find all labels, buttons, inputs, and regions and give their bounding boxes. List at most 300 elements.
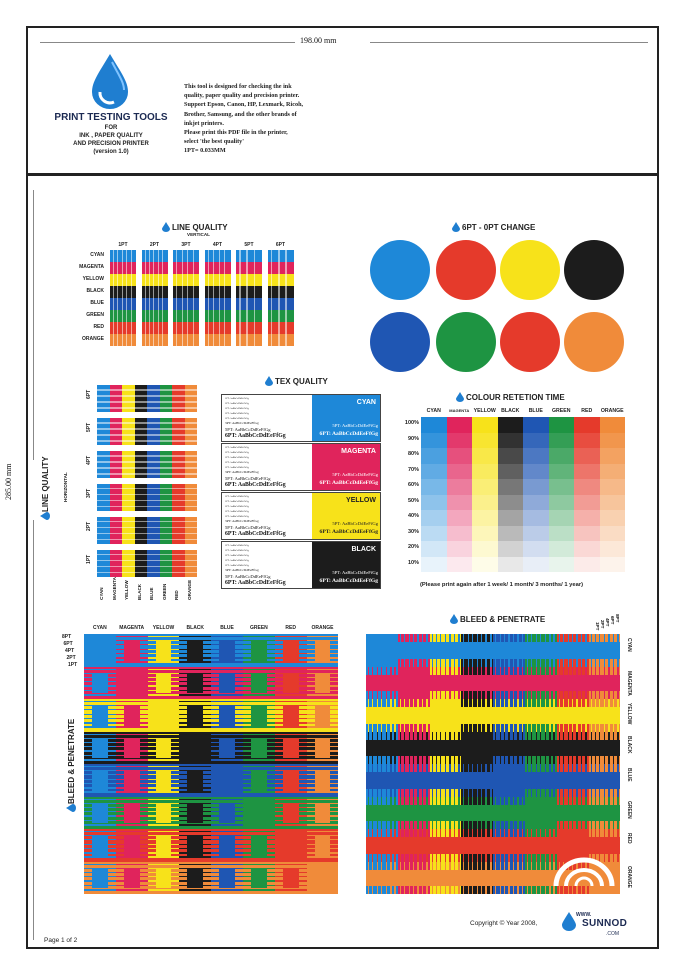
column-label: MAGENTA xyxy=(111,577,117,600)
line-mark xyxy=(208,274,209,286)
line-mark xyxy=(208,250,209,262)
line-mark xyxy=(145,274,146,286)
bleed-line xyxy=(409,634,410,667)
bleed-line xyxy=(243,824,275,826)
color-cell xyxy=(160,517,173,544)
bleed-line xyxy=(116,820,148,822)
bleed-line xyxy=(599,732,600,765)
bleed-line xyxy=(307,718,339,720)
bleed-line xyxy=(613,699,615,732)
bleed-line xyxy=(211,653,243,655)
bleed-line xyxy=(116,856,148,858)
bleed-line xyxy=(568,699,569,732)
brand-title: PRINT TESTING TOOLS xyxy=(54,112,168,123)
bleed-line xyxy=(495,862,496,895)
bleed-right-title: BLEED & PENETRATE xyxy=(450,614,545,624)
bleed-line xyxy=(527,732,528,765)
drop-icon xyxy=(40,512,50,520)
bleed-line xyxy=(211,803,243,804)
line-mark xyxy=(239,262,241,274)
bleed-line xyxy=(372,667,373,700)
bleed-line xyxy=(417,732,419,765)
line-mark xyxy=(208,322,209,334)
bleed-line xyxy=(148,759,180,761)
bleed-line xyxy=(275,872,307,873)
bleed-line xyxy=(368,732,369,765)
bleed-line xyxy=(490,764,492,797)
bleed-line xyxy=(490,667,492,700)
bleed-line xyxy=(84,755,116,757)
retention-cell xyxy=(447,526,473,542)
bleed-line xyxy=(307,673,339,674)
bleed-line xyxy=(148,722,180,724)
bleed-line xyxy=(307,738,339,739)
line-mark xyxy=(160,473,173,475)
bleed-line xyxy=(458,732,460,765)
bleed-line xyxy=(211,722,243,724)
bleed-line xyxy=(485,862,487,895)
tex-line-tiny: 1PT: AaBbCcDdEeFfGg xyxy=(225,515,249,518)
bleed-line xyxy=(513,862,515,895)
retention-cell xyxy=(421,479,447,495)
bleed-line xyxy=(116,673,148,674)
color-cell xyxy=(172,484,185,511)
line-mark xyxy=(172,572,185,573)
line-mark xyxy=(182,310,183,322)
bleed-line xyxy=(613,764,615,797)
bleed-cell xyxy=(307,862,339,895)
bleed-line xyxy=(527,797,528,830)
bleed-line xyxy=(211,791,243,793)
row-label: BLUE xyxy=(626,768,632,782)
retention-cell xyxy=(421,464,447,480)
color-cell xyxy=(97,418,110,445)
bleed-line xyxy=(84,701,116,702)
bleed-line xyxy=(84,644,116,645)
line-mark xyxy=(278,274,280,286)
logo-www: WWW. xyxy=(576,912,592,918)
bleed-line xyxy=(179,649,211,650)
bleed-line xyxy=(400,667,401,700)
line-mark xyxy=(147,539,160,540)
bleed-line xyxy=(545,667,547,700)
bleed-cell xyxy=(179,732,211,765)
row-label: BLACK xyxy=(86,288,104,294)
bleed-line xyxy=(116,705,148,706)
color-cell xyxy=(142,250,168,262)
line-mark xyxy=(172,494,185,495)
line-mark xyxy=(135,554,148,555)
bleed-line xyxy=(585,797,587,830)
bleed-line xyxy=(243,868,275,869)
bleed-line xyxy=(436,862,437,895)
bleed-line xyxy=(386,732,388,765)
bleed-line xyxy=(372,764,373,797)
bleed-line xyxy=(536,862,537,895)
bleed-line xyxy=(307,889,339,891)
line-mark xyxy=(97,434,110,436)
line-mark xyxy=(149,274,150,286)
bleed-line xyxy=(549,829,551,862)
bleed-line xyxy=(522,862,524,895)
color-cell xyxy=(135,385,148,412)
line-mark xyxy=(187,274,188,286)
line-mark xyxy=(122,334,123,346)
bleed-line xyxy=(148,718,180,720)
bleed-line xyxy=(522,797,524,830)
retention-cell xyxy=(472,495,498,511)
bleed-line xyxy=(522,829,524,862)
line-mark xyxy=(185,434,198,436)
bleed-cell xyxy=(307,667,339,700)
line-mark xyxy=(187,250,188,262)
bleed-cell xyxy=(211,634,243,667)
color-cell xyxy=(122,418,135,445)
bleed-line xyxy=(591,634,592,667)
bleed-line xyxy=(84,839,116,840)
bleed-line xyxy=(409,667,410,700)
line-mark xyxy=(176,310,177,322)
bleed-line xyxy=(84,803,116,804)
bleed-line xyxy=(84,876,116,877)
color-cell xyxy=(205,286,231,298)
bleed-line xyxy=(477,732,478,765)
bleed-line xyxy=(390,732,392,765)
bleed-line xyxy=(84,636,116,637)
bleed-line xyxy=(495,634,496,667)
line-mark xyxy=(208,298,209,310)
bleed-line xyxy=(413,634,414,667)
bleed-line xyxy=(449,699,451,732)
bleed-line xyxy=(426,732,428,765)
tex-box xyxy=(221,541,381,589)
bleed-line xyxy=(179,685,211,687)
line-mark xyxy=(176,262,177,274)
line-mark xyxy=(278,334,280,346)
line-mark xyxy=(172,395,185,397)
bleed-line xyxy=(243,844,275,845)
bleed-line xyxy=(481,634,483,667)
line-mark xyxy=(147,566,160,567)
bleed-line xyxy=(413,862,414,895)
line-mark xyxy=(193,274,194,286)
column-label: 3PT xyxy=(181,242,191,248)
line-mark xyxy=(153,334,154,346)
bleed-line xyxy=(481,797,483,830)
bleed-line xyxy=(617,634,619,667)
row-label: CYAN xyxy=(626,638,632,652)
column-label: 1PT xyxy=(118,242,128,248)
tex-box xyxy=(221,492,381,540)
bleed-line xyxy=(368,634,369,667)
line-mark xyxy=(131,286,132,298)
bleed-line xyxy=(84,759,116,761)
bleed-line xyxy=(179,705,211,706)
line-mark xyxy=(126,334,127,346)
line-mark xyxy=(110,494,123,495)
bleed-cell xyxy=(148,634,180,667)
retention-cell xyxy=(498,526,524,542)
color-cell xyxy=(142,262,168,274)
line-mark xyxy=(224,298,225,310)
bleed-line xyxy=(440,764,441,797)
bleed-line xyxy=(84,811,116,812)
row-label: 2PT xyxy=(86,521,92,531)
bleed-cell xyxy=(179,667,211,700)
bleed-line xyxy=(536,667,537,700)
bleed-line xyxy=(559,699,560,732)
bleed-line xyxy=(148,791,180,793)
retention-cell xyxy=(447,448,473,464)
bleed-line xyxy=(275,738,307,739)
bleed-cell xyxy=(275,699,307,732)
bleed-cell xyxy=(398,699,430,732)
row-label: YELLOW xyxy=(626,703,632,725)
line-mark xyxy=(97,455,110,457)
bleed-line xyxy=(463,829,464,862)
bleed-line xyxy=(307,657,339,659)
bleed-line xyxy=(179,880,211,882)
line-mark xyxy=(271,298,273,310)
bleed-cell xyxy=(525,699,557,732)
bleed-line xyxy=(275,755,307,757)
bleed-line xyxy=(148,839,180,840)
bleed-line xyxy=(513,797,515,830)
bleed-line xyxy=(454,797,456,830)
line-mark xyxy=(172,401,185,403)
bleed-line xyxy=(243,681,275,682)
bleed-line xyxy=(504,797,505,830)
bleed-line xyxy=(275,722,307,724)
bleed-line xyxy=(243,864,275,865)
bleed-line xyxy=(116,653,148,655)
retention-cell xyxy=(472,526,498,542)
line-mark xyxy=(97,407,110,409)
bleed-line xyxy=(243,738,275,739)
bleed-cell xyxy=(525,667,557,700)
retention-cell xyxy=(421,448,447,464)
line-mark xyxy=(110,500,123,501)
color-circle xyxy=(500,240,560,300)
line-mark xyxy=(149,310,150,322)
retention-cell xyxy=(523,526,549,542)
bleed-line xyxy=(243,669,275,670)
bleed-line xyxy=(386,829,388,862)
bleed-cell xyxy=(116,667,148,700)
bleed-line xyxy=(422,699,424,732)
line-mark xyxy=(172,422,185,424)
bleed-line xyxy=(116,803,148,804)
bleed-line xyxy=(307,803,339,804)
line-mark xyxy=(97,389,110,391)
line-mark xyxy=(160,539,173,540)
bleed-line xyxy=(243,742,275,743)
row-label: BLUE xyxy=(90,300,104,306)
line-mark xyxy=(213,334,214,346)
line-mark xyxy=(97,500,110,501)
bleed-line xyxy=(522,732,524,765)
bleed-line xyxy=(545,699,547,732)
line-mark xyxy=(110,560,123,561)
bleed-line xyxy=(116,774,148,775)
column-label: ORANGE xyxy=(186,579,192,600)
bleed-line xyxy=(148,770,180,771)
bleed-line xyxy=(599,764,600,797)
bleed-line xyxy=(440,699,441,732)
line-mark xyxy=(135,566,148,567)
line-mark xyxy=(147,500,160,501)
bleed-line xyxy=(307,685,339,687)
column-label: MAGENTA xyxy=(119,625,145,631)
retention-cell xyxy=(600,510,626,526)
line-mark xyxy=(160,395,173,397)
bleed-line xyxy=(553,797,555,830)
bleed-cell xyxy=(275,732,307,765)
bleed-line xyxy=(490,862,492,895)
bleed-line xyxy=(275,824,307,826)
bleed-line xyxy=(531,764,532,797)
retention-cell xyxy=(574,417,600,433)
line-mark xyxy=(160,494,173,495)
line-mark xyxy=(172,389,185,391)
bleed-line xyxy=(84,831,116,832)
retention-cell xyxy=(549,526,575,542)
line-mark xyxy=(135,422,148,424)
line-mark xyxy=(117,334,118,346)
bleed-line xyxy=(275,705,307,706)
bleed-line xyxy=(377,829,378,862)
line-mark xyxy=(110,554,123,555)
line-mark xyxy=(246,334,248,346)
bleed-cell xyxy=(557,732,589,765)
bleed-line xyxy=(148,685,180,687)
bleed-line xyxy=(454,667,456,700)
bleed-line xyxy=(400,764,401,797)
color-cell xyxy=(110,298,136,310)
line-mark xyxy=(126,298,127,310)
line-mark xyxy=(185,440,198,442)
line-mark xyxy=(278,310,280,322)
bleed-cell xyxy=(275,634,307,667)
bleed-line xyxy=(84,685,116,687)
bleed-line xyxy=(568,764,569,797)
line-mark xyxy=(110,434,123,436)
line-mark xyxy=(213,298,214,310)
bleed-line xyxy=(84,820,116,822)
color-cell xyxy=(205,262,231,274)
bleed-line xyxy=(307,705,339,706)
line-mark xyxy=(122,566,135,567)
bleed-line xyxy=(536,764,537,797)
color-cell xyxy=(173,334,199,346)
bleed-line xyxy=(179,811,211,812)
bleed-cell xyxy=(211,732,243,765)
bleed-line xyxy=(581,634,583,667)
retention-cell xyxy=(498,448,524,464)
retention-cell xyxy=(498,479,524,495)
line-mark xyxy=(131,322,132,334)
retention-cell xyxy=(549,541,575,557)
bleed-line xyxy=(540,634,541,667)
pt-label: 1PT xyxy=(68,662,78,668)
bleed-line xyxy=(179,750,211,752)
retention-cell xyxy=(549,417,575,433)
bleed-line xyxy=(490,829,492,862)
bleed-cell xyxy=(243,732,275,765)
bleed-line xyxy=(386,667,388,700)
tex-line-tiny: 1PT: AaBbCcDdEeFfGg xyxy=(225,510,249,513)
retention-cell xyxy=(421,510,447,526)
color-cell xyxy=(205,310,231,322)
color-cell xyxy=(97,517,110,544)
bleed-line xyxy=(116,872,148,873)
color-cell xyxy=(142,286,168,298)
bleed-line xyxy=(536,732,537,765)
bleed-cell xyxy=(211,699,243,732)
retention-cell xyxy=(523,541,549,557)
bleed-line xyxy=(116,746,148,747)
color-circle xyxy=(564,240,624,300)
bleed-line xyxy=(468,667,469,700)
percent-label: 50% xyxy=(407,497,419,504)
line-mark xyxy=(254,250,256,262)
bleed-line xyxy=(275,714,307,715)
line-mark xyxy=(126,274,127,286)
bleed-line xyxy=(472,634,473,667)
line-mark xyxy=(271,262,273,274)
color-cell xyxy=(110,517,123,544)
intro-text: This tool is designed for checking the ink quality, paper quality and precision printer. Support Epson, Canon, HP, Lexmark, Ricoh, Brother, Samsung, and the other brands of inkjet printers. Please print this PDF file in the printer, select 'the best quality' 1PT= 0.033MM xyxy=(184,83,304,155)
bleed-line xyxy=(179,848,211,850)
bleed-line xyxy=(211,759,243,761)
line-mark xyxy=(122,310,123,322)
bleed-line xyxy=(116,709,148,710)
bleed-cell xyxy=(84,699,116,732)
bleed-line xyxy=(275,636,307,637)
bleed-line xyxy=(400,862,401,895)
bleed-line xyxy=(148,661,180,663)
bleed-line xyxy=(553,732,555,765)
line-mark xyxy=(122,395,135,397)
line-mark xyxy=(147,488,160,489)
bleed-line xyxy=(116,742,148,743)
line-quality-horizontal-subtitle: HORIZONTAL xyxy=(63,472,68,502)
bleed-line xyxy=(409,699,410,732)
line-mark xyxy=(162,286,163,298)
line-mark xyxy=(176,286,177,298)
tex-lines xyxy=(225,494,315,538)
bleed-line xyxy=(445,764,446,797)
bleed-line xyxy=(211,718,243,720)
color-cell xyxy=(110,262,136,274)
bleed-line xyxy=(540,862,541,895)
bleed-cell xyxy=(430,764,462,797)
bleed-line xyxy=(179,889,211,891)
retention-cell xyxy=(549,433,575,449)
bleed-line xyxy=(585,667,587,700)
line-mark xyxy=(147,533,160,534)
line-mark xyxy=(160,527,173,528)
bleed-line xyxy=(116,779,148,780)
bleed-line xyxy=(581,764,583,797)
bleed-line xyxy=(527,862,528,895)
line-mark xyxy=(271,322,273,334)
color-cell xyxy=(173,310,199,322)
bleed-line xyxy=(381,699,382,732)
color-cell xyxy=(110,310,136,322)
bleed-line xyxy=(148,644,180,645)
line-mark xyxy=(285,322,287,334)
